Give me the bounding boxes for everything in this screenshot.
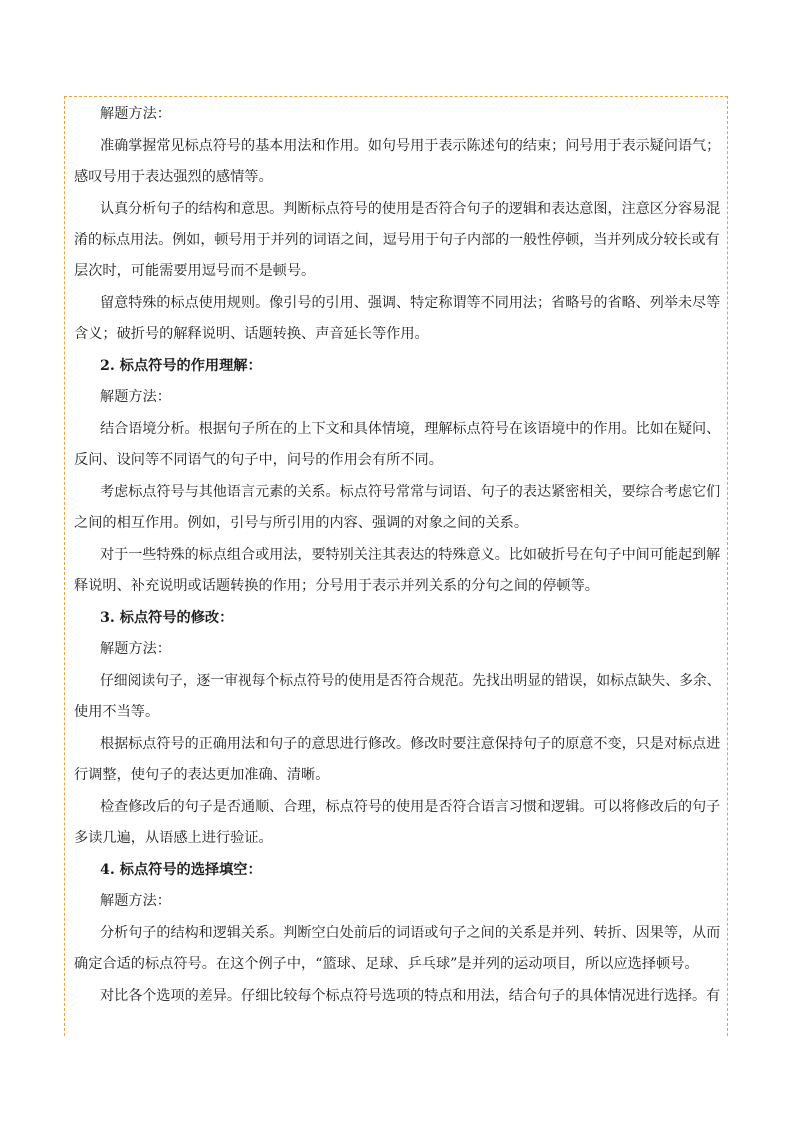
text-line: 含义；破折号的解释说明、话题转换、声音延长等作用。: [74, 326, 429, 342]
text-line: 淆的标点用法。例如，顿号用于并列的词语之间，逗号用于句子内部的一般性停顿，当并列成分较长或有: [74, 232, 720, 248]
text-line: 对比各个选项的差异。仔细比较每个标点符号选项的特点和用法，结合句子的具体情况进行选择。有: [100, 988, 721, 1004]
text-line: 解题方法：: [100, 641, 171, 657]
text-line: 确定合适的标点符号。在这个例子中，“篮球、足球、乒乓球”是并列的运动项目，所以应选择顿号。: [74, 956, 699, 972]
text-line: 解题方法：: [100, 106, 171, 122]
section-heading: 2. 标点符号的作用理解：: [100, 358, 262, 374]
text-line: 认真分析句子的结构和意思。判断标点符号的使用是否符合句子的逻辑和表达意图，注意区分容易混: [100, 201, 721, 217]
text-line: 仔细阅读句子，逐一审视每个标点符号的使用是否符合规范。先找出明显的错误，如标点缺失、多余、: [100, 673, 721, 689]
text-line: 分析句子的结构和逻辑关系。判断空白处前后的词语或句子之间的关系是并列、转折、因果等，从而: [100, 925, 721, 941]
text-line: 解题方法：: [100, 389, 171, 405]
text-line: 留意特殊的标点使用规则。像引号的引用、强调、特定称谓等不同用法；省略号的省略、列举未尽等: [100, 295, 721, 311]
text-line: 根据标点符号的正确用法和句子的意思进行修改。修改时要注意保持句子的原意不变，只是对标点进: [100, 736, 721, 752]
text-line: 检查修改后的句子是否通顺、合理，标点符号的使用是否符合语言习惯和逻辑。可以将修改后的句子: [100, 799, 721, 815]
section-heading: 4. 标点符号的选择填空：: [100, 862, 262, 878]
text-line: 结合语境分析。根据句子所在的上下文和具体情境，理解标点符号在该语境中的作用。比如在疑问、: [100, 421, 721, 437]
text-line: 行调整，使句子的表达更加准确、清晰。: [74, 767, 330, 783]
text-line: 使用不当等。: [74, 704, 160, 720]
text-line: 感叹号用于表达强烈的感情等。: [74, 169, 273, 185]
text-line: 反问、设问等不同语气的句子中，问号的作用会有所不同。: [74, 452, 443, 468]
section-heading: 3. 标点符号的修改：: [100, 610, 234, 626]
text-line: 层次时，可能需要用逗号而不是顿号。: [74, 263, 316, 279]
text-line: 准确掌握常见标点符号的基本用法和作用。如句号用于表示陈述句的结束；问号用于表示疑问语气；: [100, 138, 721, 154]
text-line: 对于一些特殊的标点组合或用法，要特别关注其表达的特殊意义。比如破折号在句子中间可能起到解: [100, 547, 721, 563]
text-line: 考虑标点符号与其他语言元素的关系。标点符号常常与词语、句子的表达紧密相关，要综合考虑它们: [100, 484, 721, 500]
text-line: 之间的相互作用。例如，引号与所引用的内容、强调的对象之间的关系。: [74, 515, 529, 531]
text-line: 多读几遍，从语感上进行验证。: [74, 830, 273, 846]
text-line: 解题方法：: [100, 893, 171, 909]
text-line: 释说明、补充说明或话题转换的作用；分号用于表示并列关系的分句之间的停顿等。: [74, 578, 599, 594]
